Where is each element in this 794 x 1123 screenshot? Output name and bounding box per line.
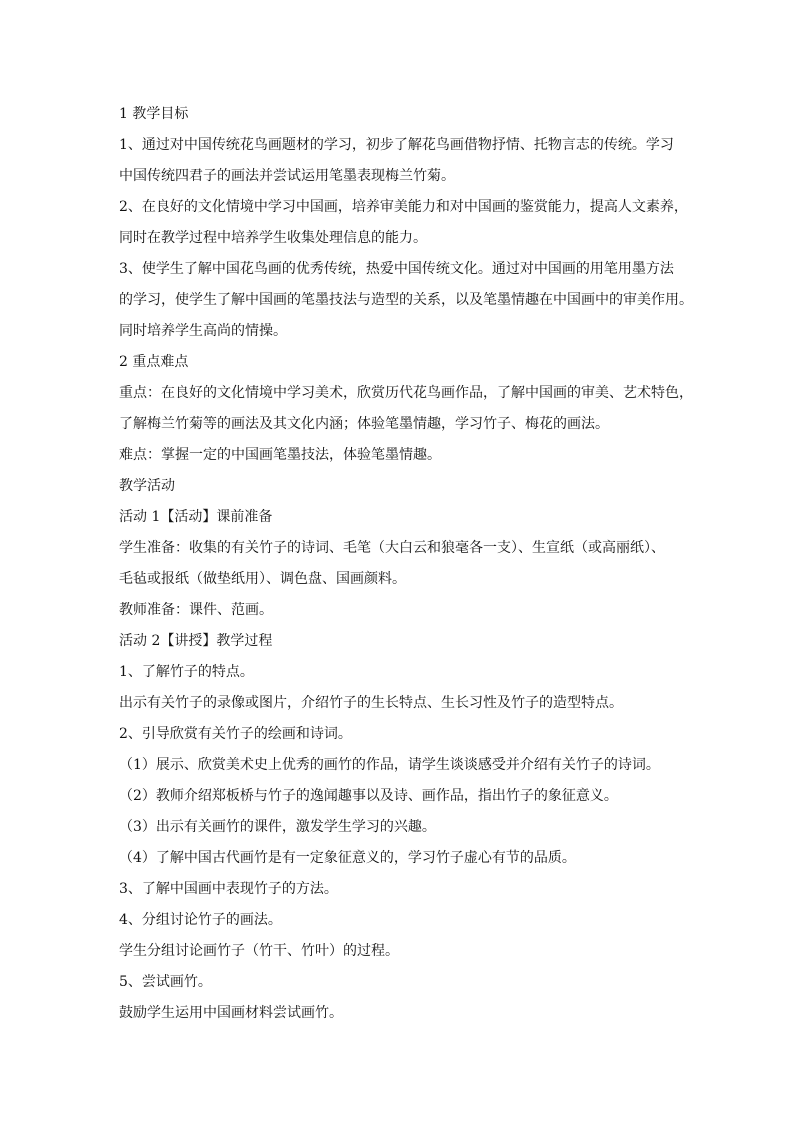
student-prep-line-1: 学生准备：收集的有关竹子的诗词、毛笔（大白云和狼毫各一支）、生宣纸（或高丽纸）、 <box>119 540 665 556</box>
section-heading-activities: 教学活动 <box>119 478 175 494</box>
step-1-detail: 出示有关竹子的录像或图片，介绍竹子的生长特点、生长习性及竹子的造型特点。 <box>119 695 623 711</box>
objective-3-line-2: 的学习，使学生了解中国画的笔墨技法与造型的关系，以及笔墨情趣在中国画中的审美作用。 <box>119 292 693 308</box>
objective-3-line-3: 同时培养学生高尚的情操。 <box>119 323 287 339</box>
section-heading-objectives: 1 教学目标 <box>119 106 189 122</box>
objective-1-line-2: 中国传统四君子的画法并尝试运用笔墨表现梅兰竹菊。 <box>119 168 455 184</box>
objective-2-line-2: 同时在教学过程中培养学生收集处理信息的能力。 <box>119 230 427 246</box>
teacher-prep-line: 教师准备：课件、范画。 <box>119 602 273 618</box>
step-2-item-3: （3）出示有关画竹的课件，激发学生学习的兴趣。 <box>119 819 436 835</box>
step-2-item-1: （1）展示、欣赏美术史上优秀的画竹的作品，请学生谈谈感受并介绍有关竹子的诗词。 <box>119 757 660 773</box>
step-2-item-4: （4）了解中国古代画竹是有一定象征意义的，学习竹子虚心有节的品质。 <box>119 850 576 866</box>
activity-2-heading: 活动 2【讲授】教学过程 <box>119 633 273 649</box>
objective-2-line-1: 2、在良好的文化情境中学习中国画，培养审美能力和对中国画的鉴赏能力，提高人文素养， <box>119 199 688 215</box>
student-prep-line-2: 毛毡或报纸（做垫纸用）、调色盘、国画颜料。 <box>119 571 406 587</box>
step-4-detail: 学生分组讨论画竹子（竹干、竹叶）的过程。 <box>119 943 399 959</box>
objective-3-line-1: 3、使学生了解中国花鸟画的优秀传统，热爱中国传统文化。通过对中国画的用笔用墨方法 <box>119 261 674 277</box>
step-2-item-2: （2）教师介绍郑板桥与竹子的逸闻趣事以及诗、画作品，指出竹子的象征意义。 <box>119 788 618 804</box>
step-2-heading: 2、引导欣赏有关竹子的绘画和诗词。 <box>119 726 352 742</box>
step-5-heading: 5、尝试画竹。 <box>119 974 212 990</box>
difficulty-line: 难点：掌握一定的中国画笔墨技法，体验笔墨情趣。 <box>119 447 441 463</box>
document-body <box>119 101 693 1031</box>
step-4-heading: 4、分组讨论竹子的画法。 <box>119 912 282 928</box>
key-point-line-1: 重点：在良好的文化情境中学习美术，欣赏历代花鸟画作品，了解中国画的审美、艺术特色， <box>119 385 693 401</box>
section-heading-key-points: 2 重点难点 <box>119 354 189 370</box>
step-1-heading: 1、了解竹子的特点。 <box>119 664 254 680</box>
key-point-line-2: 了解梅兰竹菊等的画法及其文化内涵；体验笔墨情趣，学习竹子、梅花的画法。 <box>119 416 609 432</box>
step-3-heading: 3、了解中国画中表现竹子的方法。 <box>119 881 338 897</box>
objective-1-line-1: 1、通过对中国传统花鸟画题材的学习，初步了解花鸟画借物抒情、托物言志的传统。学习 <box>119 137 674 153</box>
activity-1-heading: 活动 1【活动】课前准备 <box>119 509 273 525</box>
step-5-detail: 鼓励学生运用中国画材料尝试画竹。 <box>119 1005 343 1021</box>
